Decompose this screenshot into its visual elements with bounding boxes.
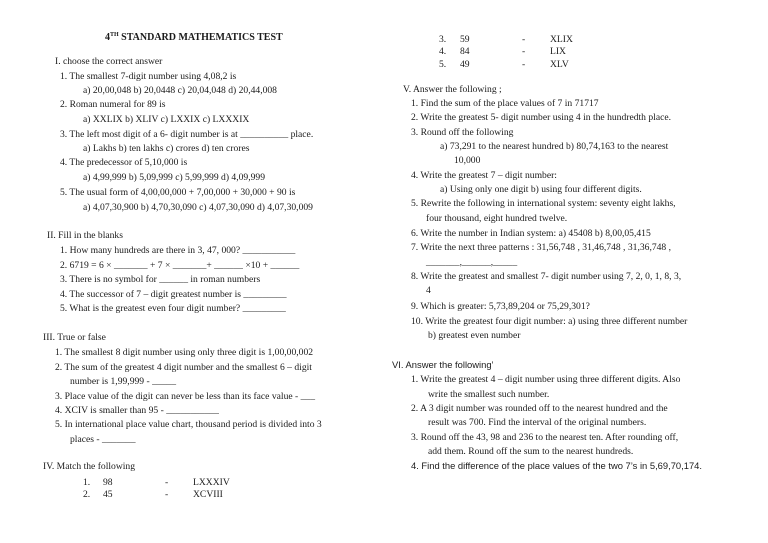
question-3-5-continued: places - _______ [70, 434, 136, 445]
match-row-dash: - [522, 59, 526, 70]
section-4-heading: IV. Match the following [43, 461, 136, 472]
question-5-6: 6. Write the number in Indian system: a) 45408 b) 8,00,05,415 [411, 228, 651, 239]
question-3-4: 4. XCIV is smaller than 95 - ___________ [55, 405, 219, 416]
question-2-1: 1. How many hundreds are there in 3, 47, 000? ___________ [60, 245, 296, 256]
question-2-4: 4. The successor of 7 – digit greatest number is _________ [60, 289, 287, 300]
question-1-2-options: a) XXLIX b) XLIV c) LXXIX c) LXXXIX [83, 114, 250, 125]
question-1-4: 4. The predecessor of 5,10,000 is [60, 157, 188, 168]
question-6-3: 3. Round off the 43, 98 and 236 to the nearest ten. After rounding off, [411, 432, 679, 443]
question-1-3-options: a) Lakhs b) ten lakhs c) crores d) ten crores [83, 143, 250, 154]
question-5-1: 1. Find the sum of the place values of 7 in 71717 [411, 98, 599, 109]
question-6-2-continued: result was 700. Find the interval of the original numbers. [428, 417, 647, 428]
question-5-10: 10. Write the greatest four digit number: a) using three different number [411, 316, 688, 327]
match-row-dash: - [165, 477, 169, 488]
question-5-2: 2. Write the greatest 5- digit number using 4 in the hundredth place. [411, 112, 672, 123]
title-text: STANDARD MATHEMATICS TEST [118, 32, 283, 43]
question-1-5-options: a) 4,07,30,900 b) 4,70,30,090 c) 4,07,30,090 d) 4,07,30,009 [83, 202, 313, 213]
question-3-2-continued: number is 1,99,999 - _____ [70, 376, 177, 387]
match-row-dash: - [522, 46, 526, 57]
question-1-4-options: a) 4,99,999 b) 5,09,999 c) 5,99,999 d) 4,09,999 [83, 172, 265, 183]
question-6-4: 4. Find the difference of the place values of the two 7’s in 5,69,70,174. [411, 460, 702, 471]
question-2-3: 3. There is no symbol for ______ in roman numbers [60, 274, 261, 285]
question-5-7-blanks: _______,______,_____ [426, 257, 518, 268]
match-row-numeral: 98 [103, 477, 113, 488]
match-row-number: 4. [439, 46, 447, 57]
section-1-heading: I. choose the correct answer [55, 56, 163, 67]
question-2-5: 5. What is the greatest even four digit number? _________ [60, 303, 286, 314]
section-5-heading: V. Answer the following ; [403, 84, 502, 95]
match-row-dash: - [522, 34, 526, 45]
match-row-roman: XCVIII [193, 489, 223, 500]
question-5-4: 4. Write the greatest 7 – digit number: [411, 170, 557, 181]
section-3-heading: III. True or false [43, 332, 106, 343]
match-row-numeral: 59 [460, 34, 470, 45]
test-title [105, 32, 283, 45]
question-5-8-continued: 4 [426, 285, 431, 296]
section-6-heading: VI. Answer the following’ [392, 359, 494, 370]
match-row-numeral: 45 [103, 489, 113, 500]
match-row-numeral: 49 [460, 59, 470, 70]
question-1-5: 5. The usual form of 4,00,00,000 + 7,00,000 + 30,000 + 90 is [60, 187, 296, 198]
question-5-5: 5. Rewrite the following in international system: seventy eight lakhs, [411, 198, 676, 209]
question-5-3: 3. Round off the following [411, 127, 514, 138]
question-5-4-options: a) Using only one digit b) using four different digits. [440, 184, 642, 195]
question-5-7: 7. Write the next three patterns : 31,56,748 , 31,46,748 , 31,36,748 , [411, 242, 672, 253]
question-3-2: 2. The sum of the greatest 4 digit number and the smallest 6 – digit [55, 362, 312, 373]
question-6-2: 2. A 3 digit number was rounded off to the nearest hundred and the [411, 403, 668, 414]
question-1-2: 2. Roman numeral for 89 is [60, 99, 166, 110]
match-row-numeral: 84 [460, 46, 470, 57]
match-row-dash: - [165, 489, 169, 500]
question-5-3-options: a) 73,291 to the nearest hundred b) 80,74,163 to the nearest [440, 141, 669, 152]
match-row-number: 5. [439, 59, 447, 70]
question-1-3: 3. The left most digit of a 6- digit number is at __________ place. [60, 129, 314, 140]
question-5-9: 9. Which is greater: 5,73,89,204 or 75,29,301? [411, 301, 590, 312]
match-row-roman: XLV [550, 59, 569, 70]
question-6-3-continued: add them. Round off the sum to the nearest hundreds. [428, 446, 634, 457]
title-ordinal-suffix: TH [110, 32, 119, 38]
section-2-heading: II. Fill in the blanks [47, 230, 123, 241]
match-row-number: 2. [83, 489, 91, 500]
match-row-roman: LIX [550, 46, 566, 57]
question-5-8: 8. Write the greatest and smallest 7- digit number using 7, 2, 0, 1, 8, 3, [411, 271, 682, 282]
question-2-2: 2. 6719 = 6 × _______ + 7 × _______+ ______ ×10 + ______ [60, 260, 300, 271]
question-3-3: 3. Place value of the digit can never be less than its face value - ___ [55, 391, 316, 402]
question-3-5: 5. In international place value chart, thousand period is divided into 3 [55, 419, 322, 430]
question-1-1: 1. The smallest 7-digit number using 4,08,2 is [60, 71, 237, 82]
match-row-roman: XLIX [550, 34, 573, 45]
question-5-3-options-continued: 10,000 [454, 155, 481, 166]
question-5-5-continued: four thousand, eight hundred twelve. [426, 213, 568, 224]
question-6-1: 1. Write the greatest 4 – digit number using three different digits. Also [411, 374, 681, 385]
question-5-10-continued: b) greatest even number [428, 330, 521, 341]
question-3-1: 1. The smallest 8 digit number using only three digit is 1,00,00,002 [55, 347, 314, 358]
match-row-number: 1. [83, 477, 91, 488]
question-6-1-continued: write the smallest such number. [428, 389, 550, 400]
match-row-roman: LXXXIV [193, 477, 230, 488]
match-row-number: 3. [439, 34, 447, 45]
question-1-1-options: a) 20,00,048 b) 20,0448 c) 20,04,048 d) 20,44,008 [83, 85, 277, 96]
title-ordinal: 4 [105, 32, 110, 43]
